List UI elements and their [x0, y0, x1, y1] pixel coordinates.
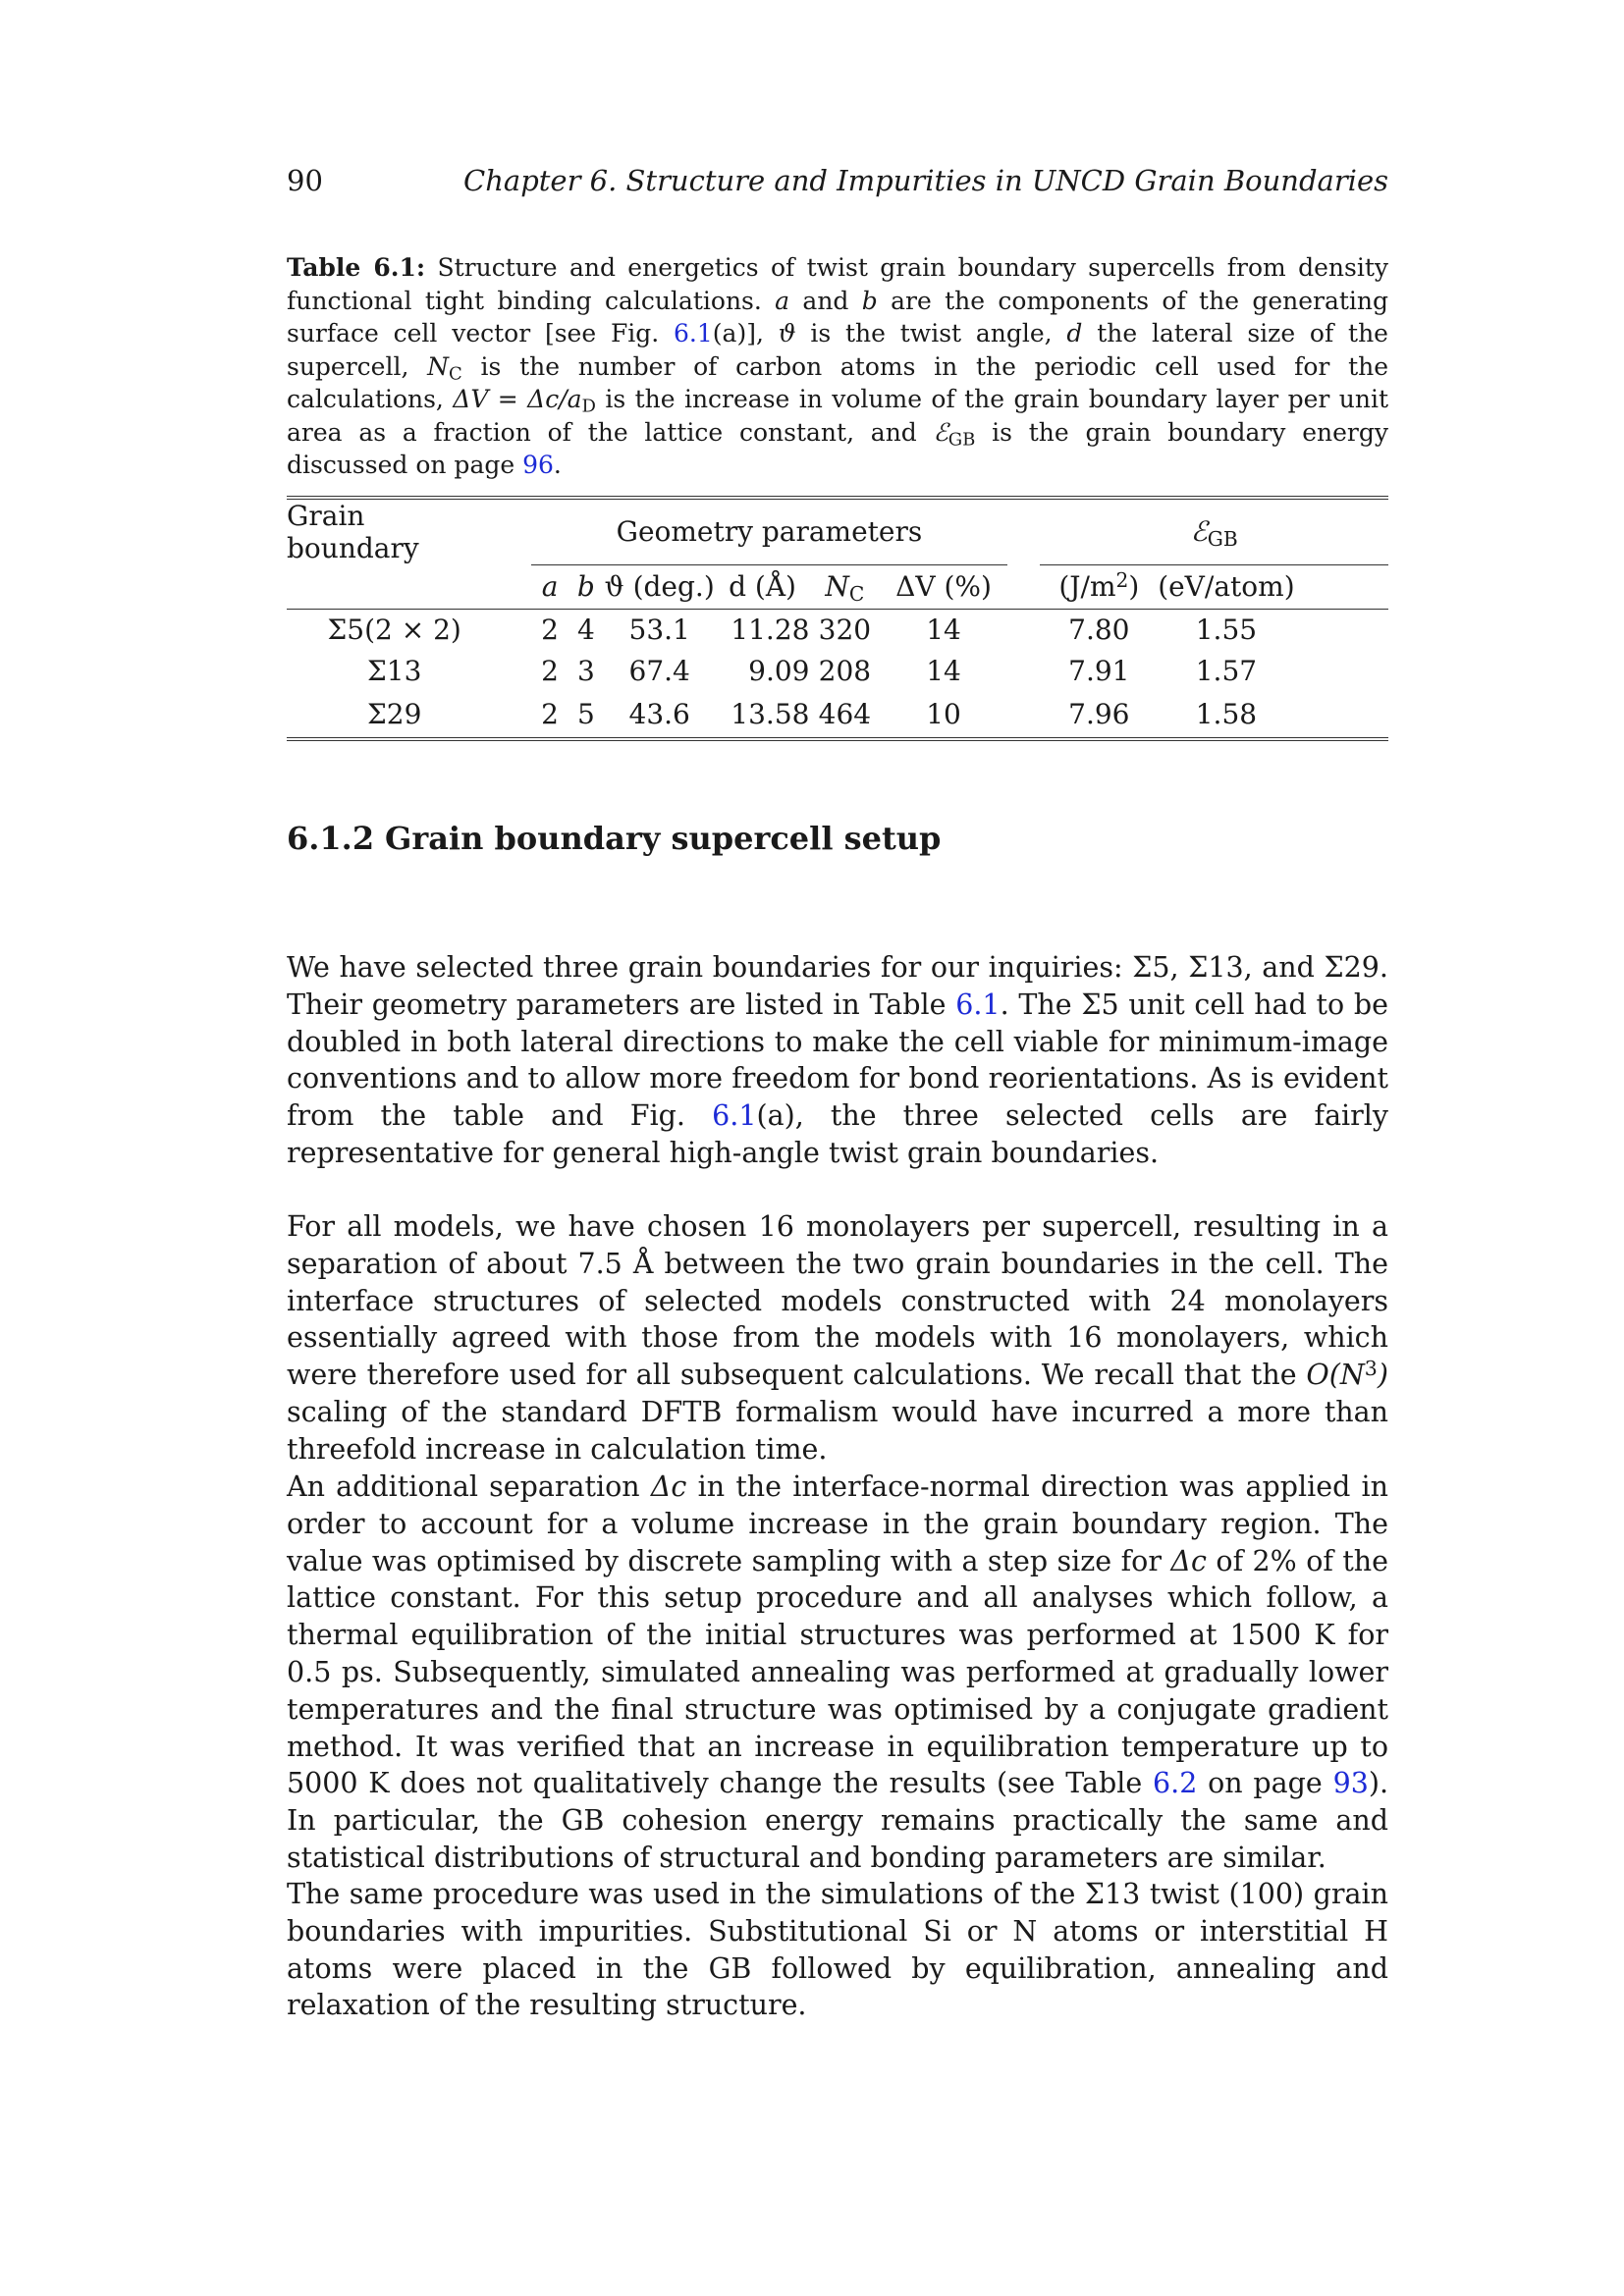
header-ev-per-atom: (eV/atom) [1158, 564, 1294, 609]
section-title: Grain boundary supercell setup [385, 820, 942, 857]
page-link[interactable]: 93 [1332, 1767, 1369, 1800]
header-d: d (Å) [716, 564, 810, 609]
header-a: a [531, 564, 568, 609]
paragraph-3: An additional separation Δc in the interface-normal direction was applied in order to account for a volume increase in the grain boundary region. The value was optimised by discrete sampling with a step size for Δc of 2% of the lattice constant. For this setup procedure and all analyses which follow, a thermal equilibration of the initial structures was performed at 1500 K for 0.5 ps. Subsequently, simulated annealing was performed at gradually lower temperatures and the final structure was optimised by a conjugate gradient method. It was verified that an increase in equilibration temperature up to 5000 K does not qualitatively change the results (see Table 6.2 on page 93). In particular, the GB cohesion energy remains practically the same and statistical distributions of structural and bonding parameters are similar. [287, 1470, 1389, 1874]
table-row: Σ13 2 3 67.4 9.09 208 14 7.91 1.57 [366, 655, 1258, 687]
table-header-row-2 [287, 564, 1388, 609]
table-link[interactable]: 6.2 [1153, 1767, 1198, 1800]
table-row: Σ5(2 × 2) 2 4 53.1 11.28 320 14 7.80 1.55 [327, 614, 1258, 646]
grain-boundary-table [287, 496, 1388, 741]
table-caption: Table 6.1: Structure and energetics of twist grain boundary supercells from density functional tight binding calculations. a and b are the components of the generating surface cell vector [see Fig. 6.1(a)], ϑ is the twist angle, d the lateral size of the supercell, $N_C$ is the number of carbon atoms in the periodic cell used for the calculations, $\Delta V = \Delta c/a_D$ is the increase in volume of the grain boundary layer per unit area as a fraction of the lattice constant, and ℰ$_{GB}$ is the grain boundary energy discussed on page 96. [287, 253, 1389, 479]
header-nc: $N_C$ [809, 564, 880, 609]
paragraph-1: We have selected three grain boundaries for our inquiries: Σ5, Σ13, and Σ29. Their geometry parameters are listed in Table 6.1. The Σ5 unit cell had to be doubled in both lateral directions to make the cell viable for minimum-image conventions and to allow more freedom for bond reorientations. As is evident from the table and Fig. 6.1(a), the three selected cells are fairly representative for general high-angle twist grain boundaries. [287, 951, 1389, 1169]
figure-link[interactable]: 6.1 [674, 319, 713, 347]
chapter-title: Chapter 6. Structure and Impurities in UNCD Grain Boundaries [463, 164, 1388, 197]
table-row: Σ29 2 5 43.6 13.58 464 10 7.96 1.58 [287, 692, 1388, 739]
header-theta: ϑ (deg.) [604, 564, 716, 609]
section-heading [287, 819, 941, 858]
header-geometry-parameters: Geometry parameters [531, 498, 1007, 564]
header-j-per-m2: $(J/m^2)$ [1040, 564, 1158, 609]
figure-link[interactable]: 6.1 [712, 1099, 757, 1133]
caption-label: Table 6.1: [287, 253, 426, 282]
page-link[interactable]: 96 [522, 451, 554, 479]
paragraph-2: For all models, we have chosen 16 monolayers per supercell, resulting in a separation of about 7.5 Å between the two grain boundaries in the cell. The interface structures of selected models constructed with 24 monolayers essentially agreed with those from the models with 16 monolayers, which were therefore used for all subsequent calculations. We recall that the $O(N^3)$ scaling of the standard DFTB formalism would have incurred a more than threefold increase in calculation time. [287, 1210, 1388, 1466]
header-grain-boundary: Grain boundary [287, 498, 502, 564]
paragraph-4: The same procedure was used in the simulations of the Σ13 twist (100) grain boundaries with impurities. Substitutional Si or N atoms or interstitial H atoms were placed in the GB followed by equilibration, annealing and relaxation of the resulting structure. [287, 1878, 1388, 2022]
table-link[interactable]: 6.1 [955, 988, 1001, 1021]
header-dv: ΔV (%) [880, 564, 1006, 609]
page-number: 90 [287, 164, 323, 197]
header-energy: ℰ$_{GB}$ [1040, 498, 1388, 564]
table-header-row-1 [287, 498, 1388, 564]
header-b: b [568, 564, 604, 609]
section-number: 6.1.2 [287, 820, 375, 857]
